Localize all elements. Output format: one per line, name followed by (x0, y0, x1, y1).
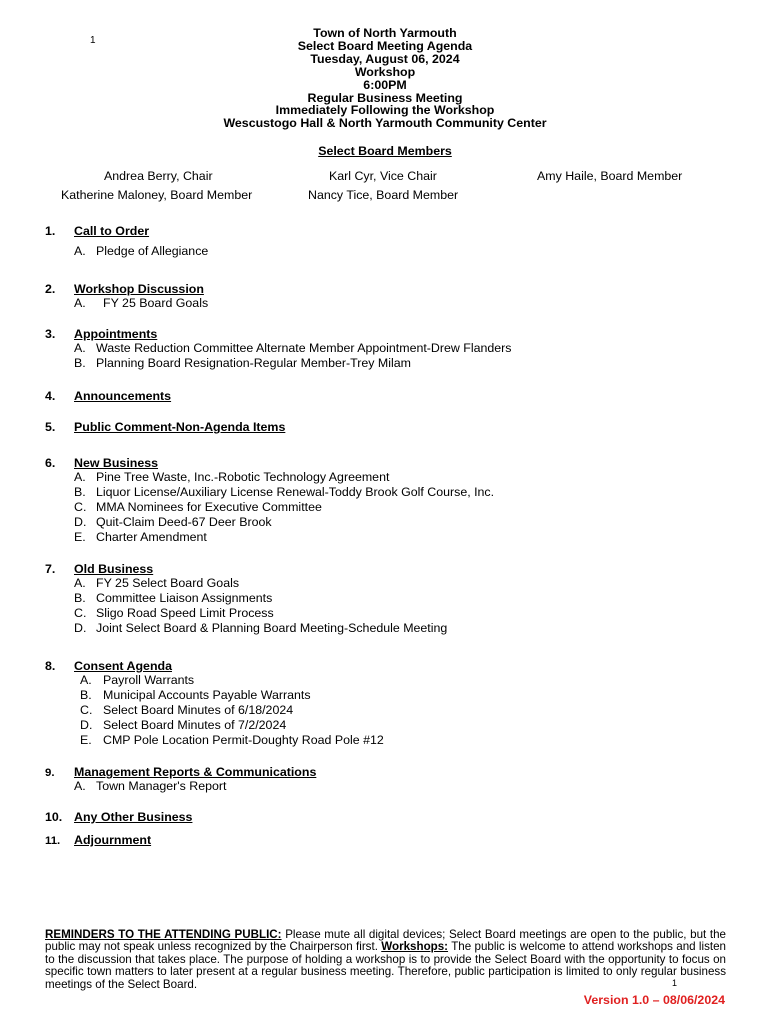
agenda-item: B. Planning Board Resignation-Regular Member-Trey Milam (74, 356, 411, 370)
agenda-section (45, 456, 735, 545)
section-title: Management Reports & Communications (74, 765, 317, 779)
section-title: Appointments (74, 327, 158, 341)
header-date: Tuesday, August 06, 2024 (310, 51, 460, 66)
section-number: 11. (45, 835, 61, 847)
header-town: Town of North Yarmouth (313, 26, 457, 40)
section-number: 9. (45, 767, 55, 779)
agenda-item: A. FY 25 Select Board Goals (74, 576, 240, 590)
agenda-item: C. MMA Nominees for Executive Committee (74, 500, 322, 514)
agenda-item: B. Committee Liaison Assignments (74, 591, 273, 605)
section-title: Workshop Discussion (74, 282, 204, 296)
member-chair: Andrea Berry, Chair (104, 169, 213, 183)
section-number: 6. (45, 456, 56, 470)
page-number-bottom: 1 (672, 978, 678, 988)
agenda-section (45, 282, 735, 311)
header-workshop: Workshop (354, 64, 416, 79)
header-location: Wescustogo Hall & North Yarmouth Community Center (223, 116, 547, 131)
section-title: New Business (74, 456, 159, 470)
agenda-section (45, 833, 735, 847)
agenda-item: E. Charter Amendment (74, 530, 207, 544)
member-tice: Nancy Tice, Board Member (308, 188, 459, 202)
agenda-item: C. Select Board Minutes of 6/18/2024 (80, 703, 294, 717)
section-title: Any Other Business (74, 810, 193, 824)
section-number: 7. (45, 562, 56, 576)
section-number: 1. (45, 224, 56, 238)
agenda-header (0, 27, 770, 130)
member-vice-chair: Karl Cyr, Vice Chair (329, 169, 437, 183)
agenda-item: D. Quit-Claim Deed-67 Deer Brook (74, 515, 272, 529)
section-number: 2. (45, 282, 56, 296)
section-number: 5. (45, 420, 56, 434)
agenda-section (45, 659, 735, 748)
agenda-item: A. Payroll Warrants (80, 673, 195, 687)
agenda-item: B. Liquor License/Auxiliary License Renewal-Toddy Brook Golf Course, Inc. (74, 485, 495, 499)
section-title: Adjournment (74, 833, 152, 847)
agenda-item: A. Waste Reduction Committee Alternate Member Appointment-Drew Flanders (74, 341, 512, 355)
agenda-item: C. Sligo Road Speed Limit Process (74, 606, 274, 620)
workshops-label: Workshops: (381, 940, 449, 954)
agenda-section (45, 224, 735, 259)
header-following: Immediately Following the Workshop (275, 103, 495, 118)
members-title: Select Board Members (318, 144, 452, 158)
version-label: Version 1.0 – 08/06/2024 (583, 993, 725, 1007)
agenda-item: D. Select Board Minutes of 7/2/2024 (80, 718, 287, 732)
agenda-section (45, 562, 735, 636)
section-title: Call to Order (74, 224, 150, 238)
section-number: 10. (45, 810, 63, 824)
public-reminder (45, 929, 726, 991)
agenda-section (45, 810, 735, 824)
workshops-text: The public is welcome to attend workshops and listen to the discussion that takes place. The purpose of holding a workshop is to provide the Select Board with the opportunity to focus on specific town matters to later present at a regular business meeting. Therefore, public participation is limited to only regular business meetings of the Select Board. (45, 940, 726, 991)
section-title: Public Comment-Non-Agenda Items (74, 420, 286, 434)
agenda-section (45, 389, 735, 403)
agenda-section (45, 765, 735, 794)
section-number: 8. (45, 659, 56, 673)
member-haile: Amy Haile, Board Member (537, 169, 683, 183)
agenda-item: A. Pledge of Allegiance (74, 244, 209, 258)
header-time: 6:00PM (363, 77, 407, 92)
agenda-item: E. CMP Pole Location Permit-Doughty Road Pole #12 (80, 733, 384, 747)
header-regular-meeting: Regular Business Meeting (307, 90, 463, 105)
reminder-label: REMINDERS TO THE ATTENDING PUBLIC: (45, 928, 282, 941)
agenda-item: D. Joint Select Board & Planning Board Meeting-Schedule Meeting (74, 621, 448, 635)
section-title: Announcements (74, 389, 172, 403)
agenda-section (45, 327, 735, 371)
agenda-item: A. FY 25 Board Goals (74, 296, 209, 310)
agenda-item: A. Town Manager's Report (74, 779, 227, 793)
page-number-top: 1 (90, 35, 96, 46)
reminder-text: Please mute all digital devices; Select Board meetings are open to the public, but the public may not speak unless recognized by the Chairperson first. (45, 928, 726, 954)
section-title: Consent Agenda (74, 659, 172, 673)
agenda-section (45, 420, 735, 434)
agenda-item: A. Pine Tree Waste, Inc.-Robotic Technology Agreement (74, 470, 390, 484)
section-number: 4. (45, 389, 56, 403)
agenda-item: B. Municipal Accounts Payable Warrants (80, 688, 311, 702)
section-title: Old Business (74, 562, 154, 576)
section-number: 3. (45, 327, 56, 341)
header-agenda-title: Select Board Meeting Agenda (297, 38, 473, 53)
member-maloney: Katherine Maloney, Board Member (61, 188, 253, 202)
